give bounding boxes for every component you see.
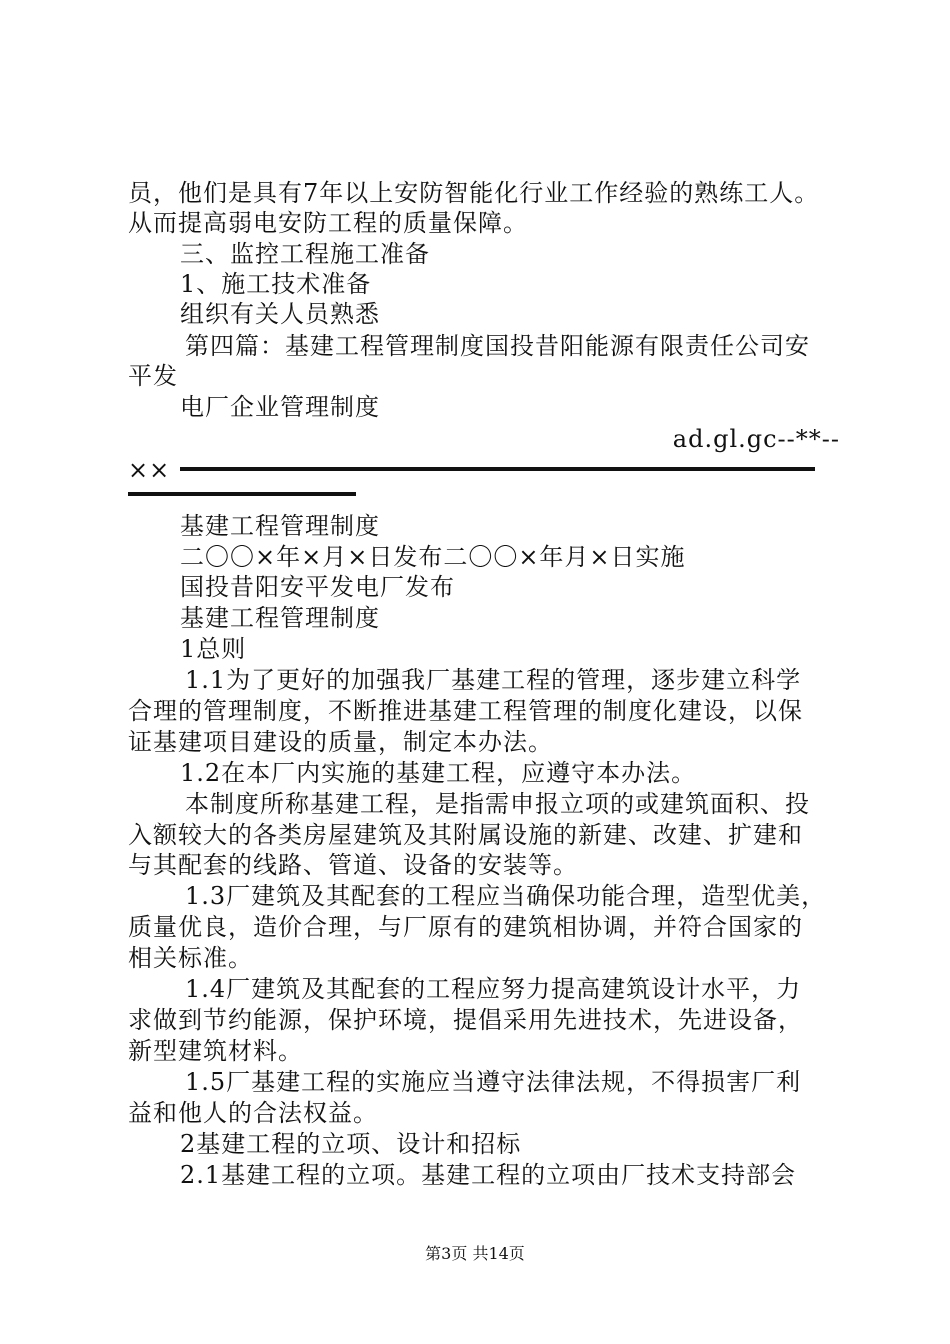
issue-dates: 二〇〇×年×月×日发布二〇〇×年月×日实施 (180, 543, 686, 571)
body-line: 本制度所称基建工程，是指需申报立项的或建筑面积、投 (185, 790, 810, 818)
subsection-heading: 1、施工技术准备 (180, 270, 372, 298)
section-heading: 三、监控工程施工准备 (180, 240, 430, 268)
doc-code-marks: ×× (128, 456, 171, 484)
page-footer: 第3页 共14页 (425, 1244, 525, 1263)
body-line: 求做到节约能源，保护环境，提倡采用先进技术，先进设备， (128, 1006, 803, 1034)
doc-title: 基建工程管理制度 (180, 512, 380, 540)
body-line: 证基建项目建设的质量，制定本办法。 (128, 728, 553, 756)
body-line: 质量优良，造价合理，与厂原有的建筑相协调，并符合国家的 (128, 913, 803, 941)
body-line: 入额较大的各类房屋建筑及其附属设施的新建、改建、扩建和 (128, 821, 803, 849)
header-rule (180, 467, 815, 471)
body-line: 与其配套的线路、管道、设备的安装等。 (128, 851, 578, 879)
body-line: 员，他们是具有7年以上安防智能化行业工作经验的熟练工人。 (128, 179, 820, 207)
doc-code: ad.gl.gc--**-- (672, 425, 840, 453)
section-heading: 2基建工程的立项、设计和招标 (180, 1130, 522, 1158)
section-heading: 1总则 (180, 635, 247, 663)
doc-title: 基建工程管理制度 (180, 604, 380, 632)
body-line: 2.1基建工程的立项。基建工程的立项由厂技术支持部会 (180, 1161, 797, 1189)
body-line: 新型建筑材料。 (128, 1037, 303, 1065)
header-rule-short (128, 492, 356, 496)
chapter-title: 第四篇：基建工程管理制度国投昔阳能源有限责任公司安 (185, 332, 810, 360)
body-line: 1.2在本厂内实施的基建工程，应遵守本办法。 (180, 759, 697, 787)
doc-subtitle: 电厂企业管理制度 (180, 393, 380, 421)
body-line: 1.5厂基建工程的实施应当遵守法律法规，不得损害厂利 (185, 1068, 802, 1096)
body-line: 组织有关人员熟悉 (180, 300, 380, 328)
body-line: 1.4厂建筑及其配套的工程应努力提高建筑设计水平，力 (185, 975, 802, 1003)
body-line: 从而提高弱电安防工程的质量保障。 (128, 209, 528, 237)
body-line: 1.3厂建筑及其配套的工程应当确保功能合理，造型优美， (185, 882, 827, 910)
body-line: 合理的管理制度，不断推进基建工程管理的制度化建设，以保 (128, 697, 803, 725)
body-line: 益和他人的合法权益。 (128, 1099, 378, 1127)
chapter-title-cont: 平发 (128, 362, 178, 390)
issuer: 国投昔阳安平发电厂发布 (180, 573, 455, 601)
body-line: 相关标准。 (128, 944, 253, 972)
body-line: 1.1为了更好的加强我厂基建工程的管理，逐步建立科学 (185, 666, 802, 694)
